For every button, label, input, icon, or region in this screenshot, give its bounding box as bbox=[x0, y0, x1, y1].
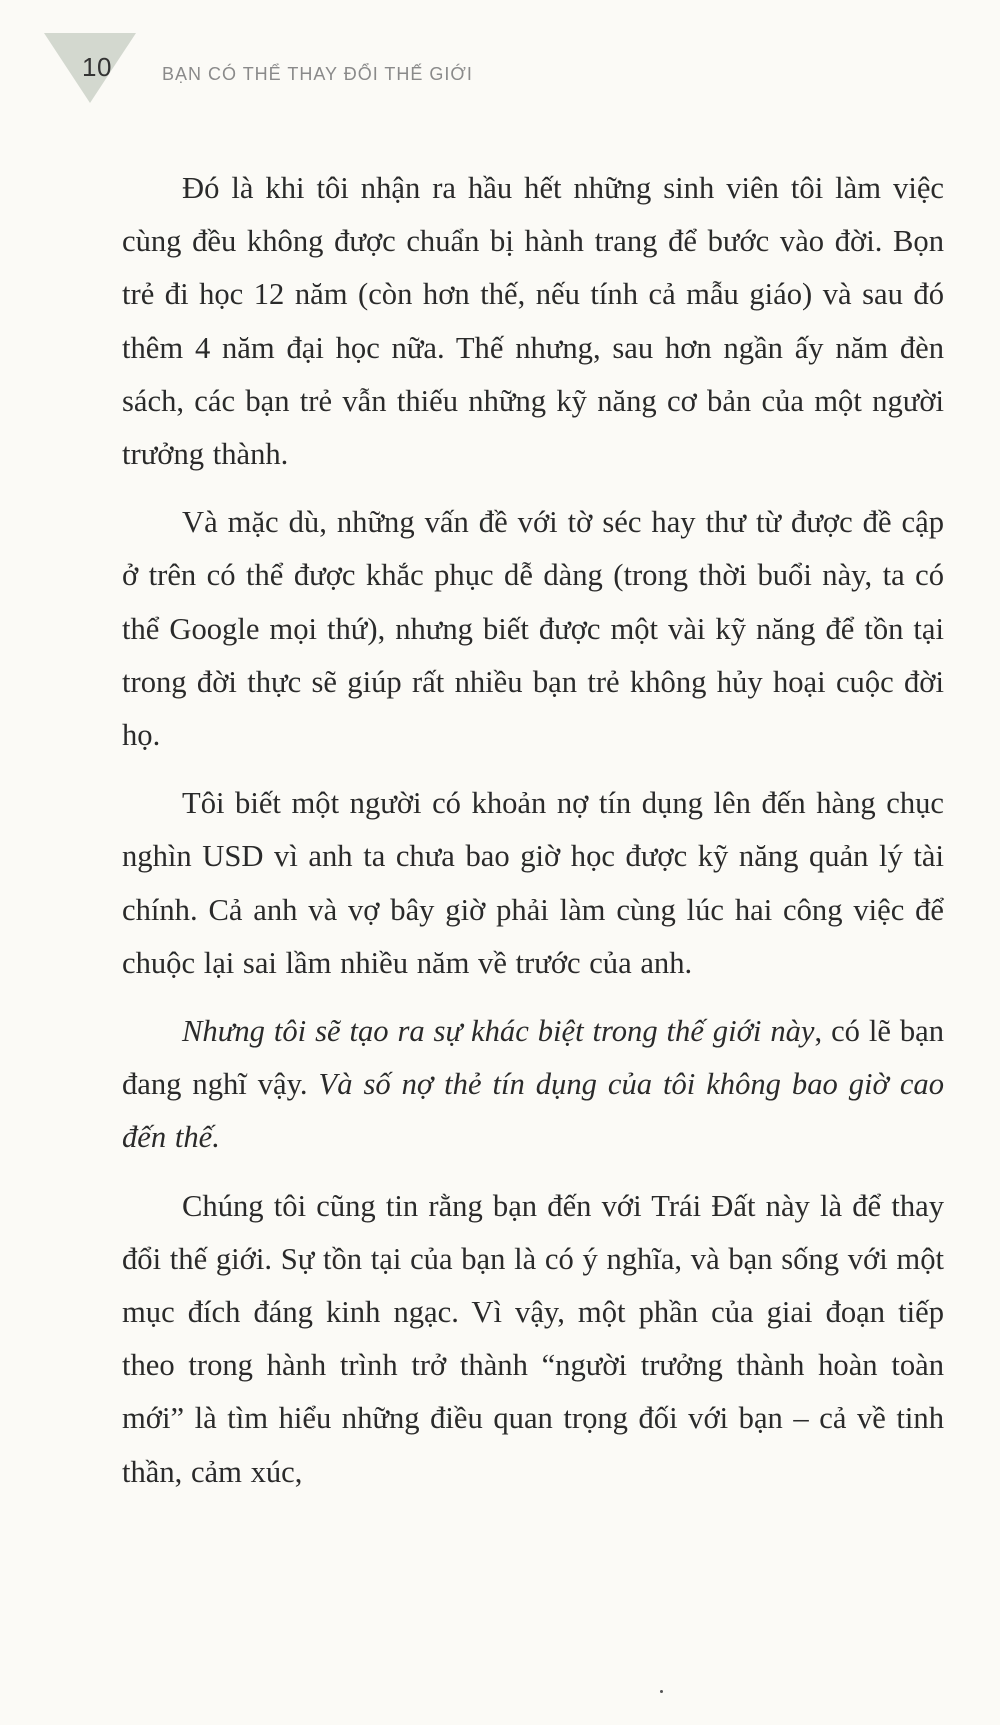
paragraph-2: Và mặc dù, những vấn đề với tờ séc hay thư từ được đề cập ở trên có thể được khắc phục dễ dàng (trong thời buổi này, ta có thể Google mọi thứ), nhưng biết được một vài kỹ năng để tồn tại trong đời thực sẽ giúp rất nhiều bạn trẻ không hủy hoại cuộc đời họ. bbox=[122, 505, 944, 753]
paragraph-4-italic-thought bbox=[122, 1005, 944, 1165]
page-header bbox=[0, 0, 1000, 120]
page-number: 10 bbox=[82, 52, 112, 82]
paragraph-3: Tôi biết một người có khoản nợ tín dụng lên đến hàng chục nghìn USD vì anh ta chưa bao giờ học được kỹ năng quản lý tài chính. Cả anh và vợ bây giờ phải làm cùng lúc hai công việc để chuộc lại sai lầm nhiều năm về trước của anh. bbox=[122, 786, 944, 980]
print-speck bbox=[660, 1690, 663, 1693]
plain-text-1: , có lẽ bạn đang nghĩ vậy. bbox=[122, 1014, 944, 1102]
paragraph-5: Chúng tôi cũng tin rằng bạn đến với Trái Đất này là để thay đổi thế giới. Sự tồn tại của bạn là có ý nghĩa, và bạn sống với một mục đích đáng kinh ngạc. Vì vậy, một phần của giai đoạn tiếp theo trong hành trình trở thành “người trưởng thành hoàn toàn mới” là tìm hiểu những điều quan trọng đối với bạn – cả về tinh thần, cảm xúc, bbox=[122, 1188, 944, 1489]
body-text bbox=[122, 162, 944, 1514]
paragraph-1: Đó là khi tôi nhận ra hầu hết những sinh viên tôi làm việc cùng đều không được chuẩn bị hành trang để bước vào đời. Bọn trẻ đi học 12 năm (còn hơn thế, nếu tính cả mẫu giáo) và sau đó thêm 4 năm đại học nữa. Thế nhưng, sau hơn ngần ấy năm đèn sách, các bạn trẻ vẫn thiếu những kỹ năng cơ bản của một người trưởng thành. bbox=[122, 171, 944, 472]
italic-text-2: Và số nợ thẻ tín dụng của tôi không bao giờ cao đến thế. bbox=[122, 1067, 945, 1155]
running-header-title: BẠN CÓ THỂ THAY ĐỔI THẾ GIỚI bbox=[162, 64, 473, 84]
italic-text-1: Nhưng tôi sẽ tạo ra sự khác biệt trong thế giới này bbox=[182, 1014, 815, 1049]
